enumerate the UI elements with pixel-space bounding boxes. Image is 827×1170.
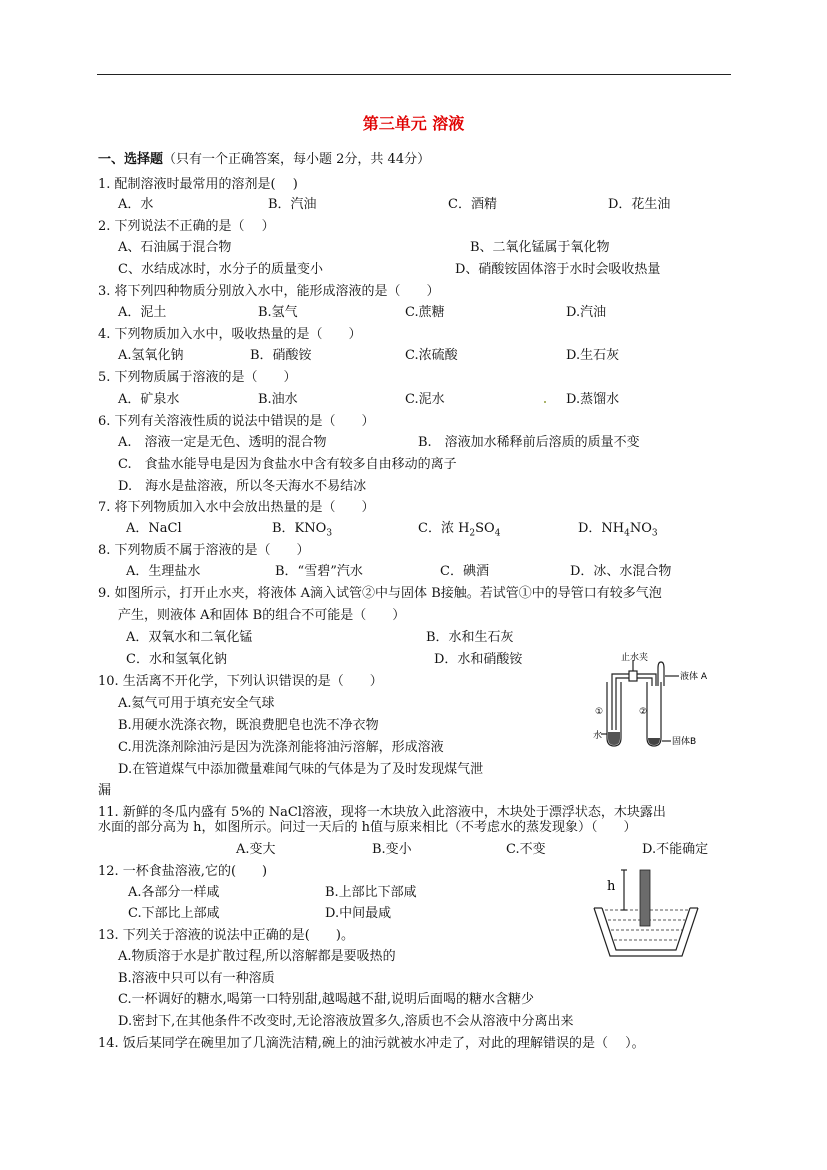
q1-option-d: D．花生油 xyxy=(608,197,671,212)
connecting-pipe xyxy=(612,674,656,730)
q11-option-d: D.不能确定 xyxy=(642,842,709,857)
q3-option-d: D.汽油 xyxy=(566,305,607,320)
q12-option-b: B.上部比下部咸 xyxy=(325,885,417,900)
solid-b-label: 固体B xyxy=(672,737,697,747)
q6-option-b: B. 溶液加水稀释前后溶质的质量不变 xyxy=(418,435,640,450)
q2-option-c: C、水结成冰时，水分子的质量变小 xyxy=(118,262,323,277)
q1-option-a: A．水 xyxy=(118,197,154,212)
q13-option-a: A.物质溶于水是扩散过程,所以溶解都是要吸热的 xyxy=(118,949,396,964)
q12-stem: 12. 一杯食盐溶液,它的( ) xyxy=(98,864,268,879)
q5-option-c: C.泥水 xyxy=(405,392,445,407)
q4-option-b: B．硝酸铵 xyxy=(250,348,312,363)
q4-option-a: A.氢氧化钠 xyxy=(118,348,184,363)
q7-d-text: D．NH xyxy=(578,521,625,536)
solid-fill xyxy=(648,738,660,745)
section-note: （只有一个正确答案，每小题 2分，共 44分） xyxy=(163,152,431,167)
q7-b-sub: 3 xyxy=(326,528,333,539)
q7-d-mid: NO xyxy=(629,521,652,536)
q8-option-b: B．“雪碧”汽水 xyxy=(275,564,363,579)
q13-option-c: C.一杯调好的糖水,喝第一口特别甜,越喝越不甜,说明后面喝的糖水含糖少 xyxy=(118,992,535,1007)
q12-option-c: C.下部比上部咸 xyxy=(128,906,220,921)
floating-block-figure xyxy=(588,866,703,958)
q7-option-d xyxy=(578,521,658,542)
water-fill xyxy=(608,732,620,745)
q8-option-c: C．碘酒 xyxy=(440,564,489,579)
q2-option-a: A、石油属于混合物 xyxy=(118,240,232,255)
header-rule xyxy=(97,74,731,75)
liquid-a-label: 液体 A xyxy=(680,672,708,682)
q4-stem: 4. 下列物质加入水中，吸收热量的是（ ） xyxy=(98,327,362,342)
page-title: 第三单元 溶液 xyxy=(362,114,465,133)
q1-option-b: B．汽油 xyxy=(268,197,317,212)
q4-option-c: C.浓硫酸 xyxy=(405,348,458,363)
q10-stem: 10. 生活离不开化学，下列认识错误的是（ ） xyxy=(98,674,383,689)
q7-b-text: B．KNO xyxy=(272,521,327,536)
q7-option-c xyxy=(418,521,500,542)
q10-option-d-line1: D.在管道煤气中添加微量难闻气味的气体是为了及时发现煤气泄 xyxy=(118,762,484,777)
q4-option-d: D.生石灰 xyxy=(566,348,620,363)
q7-c-sub1: 2 xyxy=(469,528,476,539)
q7-d-sub1: 4 xyxy=(624,528,630,539)
q10-option-d-line2: 漏 xyxy=(98,783,112,798)
q7-c-sub2: 4 xyxy=(494,528,501,539)
q5-stem: 5. 下列物质属于溶液的是（ ） xyxy=(98,370,297,385)
q12-option-d: D.中间最咸 xyxy=(325,906,392,921)
q7-c-text: C．浓 H xyxy=(418,521,470,536)
q13-option-d: D.密封下,在其他条件不改变时,无论溶液放置多久,溶质也不会从溶液中分离出来 xyxy=(118,1014,574,1029)
clamp-label: 止水夹 xyxy=(621,653,649,663)
q7-stem: 7. 将下列物质加入水中会放出热量的是（ ） xyxy=(98,500,375,515)
q10-option-c: C.用洗涤剂除油污是因为洗涤剂能将油污溶解，形成溶液 xyxy=(118,740,444,755)
q9-stem-line2: 产生，则液体 A和固体 B的组合不可能是（ ） xyxy=(118,608,406,623)
q8-stem: 8. 下列物质不属于溶液的是（ ） xyxy=(98,543,310,558)
q7-c-mid: SO xyxy=(475,521,495,536)
q9-option-d: D．水和硝酸铵 xyxy=(434,652,523,667)
q10-option-a: A.氦气可用于填充安全气球 xyxy=(118,696,275,711)
q9-option-b: B．水和生石灰 xyxy=(426,630,514,645)
clamp-body xyxy=(629,671,637,681)
q6-option-a: A. 溶液一定是无色、透明的混合物 xyxy=(118,435,327,450)
q1-stem: 1. 配制溶液时最常用的溶剂是( ) xyxy=(98,177,298,192)
q5-option-a: A．矿泉水 xyxy=(118,392,180,407)
q7-option-b xyxy=(272,521,332,542)
q10-option-b: B.用硬水洗涤衣物，既浪费肥皂也洗不净衣物 xyxy=(118,718,379,733)
height-label: h xyxy=(607,879,616,894)
q7-d-sub2: 3 xyxy=(651,528,658,539)
q2-option-d: D、硝酸铵固体溶于水时会吸收热量 xyxy=(455,262,661,277)
q5-option-d: D.蒸馏水 xyxy=(566,392,620,407)
tube-1-label: ① xyxy=(595,707,604,717)
q13-option-b: B.溶液中只可以有一种溶质 xyxy=(118,971,275,986)
q9-stem-line1: 9. 如图所示，打开止水夹，将液体 A滴入试管②中与固体 B接触。若试管①中的导管口有较多气泡 xyxy=(98,586,662,601)
q9-option-a: A．双氧水和二氧化锰 xyxy=(126,630,253,645)
test-tube-figure xyxy=(595,652,715,752)
speck-mark xyxy=(544,401,546,403)
q9-option-c: C．水和氢氧化钠 xyxy=(126,652,227,667)
q2-stem: 2. 下列说法不正确的是（ ） xyxy=(98,219,275,234)
q11-stem-line1: 11. 新鲜的冬瓜内盛有 5%的 NaCl溶液，现将一木块放入此溶液中，木块处于漂浮状态，木块露出 xyxy=(98,805,666,820)
q11-option-a: A.变大 xyxy=(236,842,276,857)
tube-2-label: ② xyxy=(639,707,648,717)
q1-option-c: C．酒精 xyxy=(448,197,497,212)
section-head: 一、选择题 xyxy=(98,152,164,167)
q3-stem: 3. 将下列四种物质分别放入水中，能形成溶液的是（ ） xyxy=(98,284,440,299)
q3-option-c: C.蔗糖 xyxy=(405,305,445,320)
water-label: 水 xyxy=(593,731,603,741)
q13-stem: 13. 下列关于溶液的说法中正确的是( )。 xyxy=(98,928,354,943)
section-heading xyxy=(98,152,430,168)
q6-option-c: C. 食盐水能导电是因为食盐水中含有较多自由移动的离子 xyxy=(118,457,457,472)
q11-stem-line2: 水面的部分高为 h，如图所示。问过一天后的 h值与原来相比（不考虑水的蒸发现象）（ ） xyxy=(98,820,637,835)
q6-option-d: D. 海水是盐溶液，所以冬天海水不易结冰 xyxy=(118,479,367,494)
q11-option-c: C.不变 xyxy=(506,842,546,857)
q3-option-a: A．泥土 xyxy=(118,305,167,320)
q6-stem: 6. 下列有关溶液性质的说法中错误的是（ ） xyxy=(98,414,375,429)
q8-option-a: A．生理盐水 xyxy=(126,564,201,579)
q7-option-a: A．NaCl xyxy=(126,521,182,536)
q11-option-b: B.变小 xyxy=(372,842,412,857)
q8-option-d: D．冰、水混合物 xyxy=(570,564,672,579)
q3-option-b: B.氢气 xyxy=(258,305,298,320)
tube-2-outline xyxy=(647,682,661,746)
q14-stem: 14. 饭后某同学在碗里加了几滴洗洁精,碗上的油污就被水冲走了，对此的理解错误的是（ ）。 xyxy=(98,1036,645,1051)
q5-option-b: B.油水 xyxy=(258,392,298,407)
q2-option-b: B、二氧化锰属于氧化物 xyxy=(470,240,610,255)
q12-option-a: A.各部分一样咸 xyxy=(128,885,220,900)
wood-block xyxy=(640,870,650,926)
